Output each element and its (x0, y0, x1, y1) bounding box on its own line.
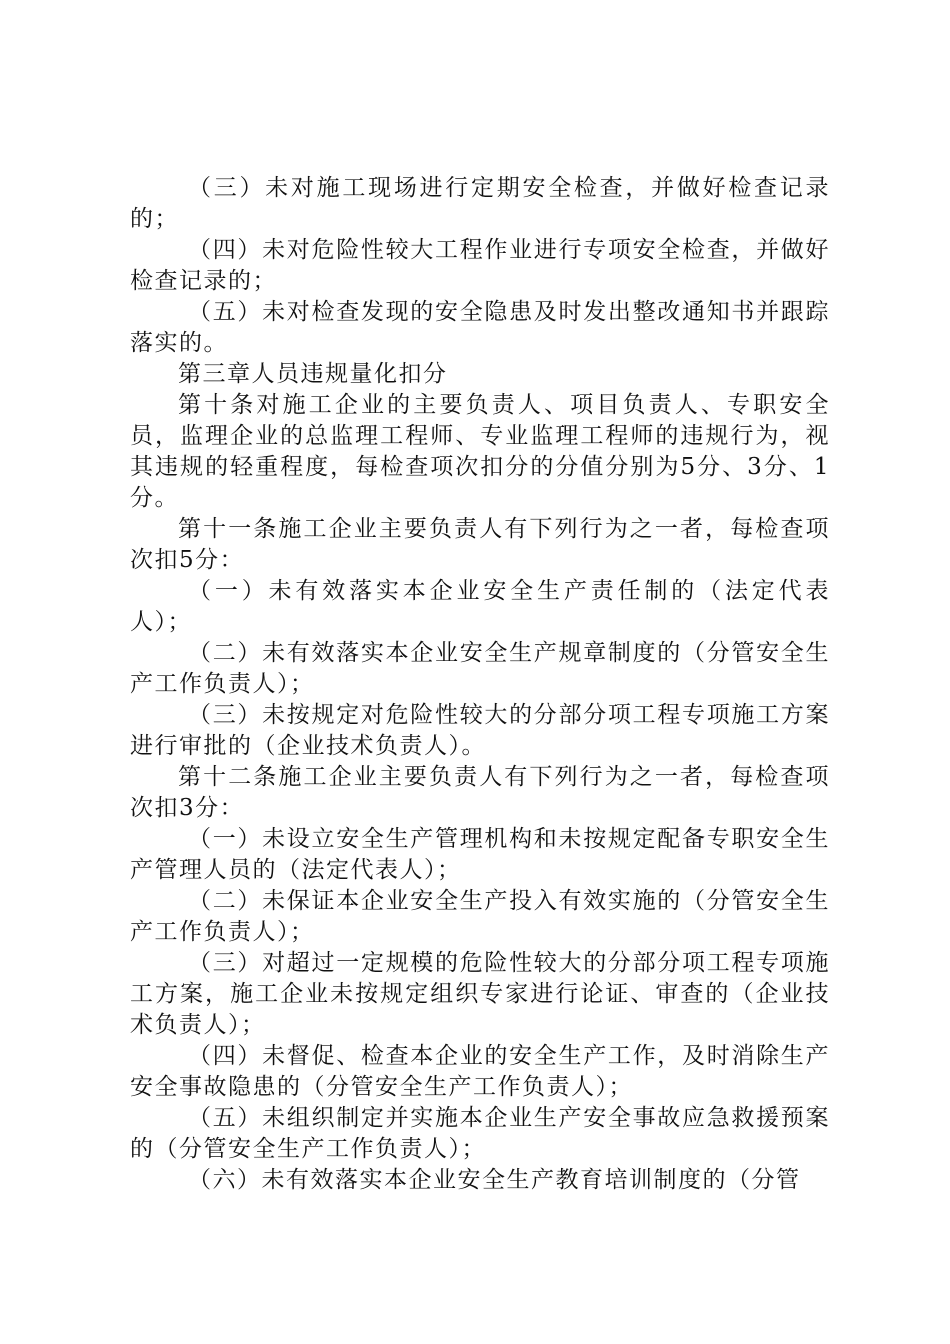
article-11: 第十一条施工企业主要负责人有下列行为之一者，每检查项次扣5分： (130, 516, 830, 573)
chapter-heading: 第三章人员违规量化扣分 (178, 361, 448, 387)
article-12-item-3: （三）对超过一定规模的危险性较大的分部分项工程专项施工方案，施工企业未按规定组织专家进行论证、审查的（企业技术负责人）； (130, 950, 830, 1038)
article-12-item-6: （六）未有效落实本企业安全生产教育培训制度的（分管 (188, 1167, 801, 1193)
article-11-item-1: （一）未有效落实本企业安全生产责任制的（法定代表人）； (130, 578, 830, 635)
article-11-item-3: （三）未按规定对危险性较大的分部分项工程专项施工方案进行审批的（企业技术负责人）。 (130, 702, 830, 759)
article-12-item-4: （四）未督促、检查本企业的安全生产工作，及时消除生产安全事故隐患的（分管安全生产工作负责人）； (130, 1043, 830, 1100)
article-12: 第十二条施工企业主要负责人有下列行为之一者，每检查项次扣3分： (130, 764, 830, 821)
article-12-item-1: （一）未设立安全生产管理机构和未按规定配备专职安全生产管理人员的（法定代表人）； (130, 826, 830, 883)
article-12-item-2: （二）未保证本企业安全生产投入有效实施的（分管安全生产工作负责人）； (130, 888, 830, 945)
paragraph-item-4: （四）未对危险性较大工程作业进行专项安全检查，并做好检查记录的； (130, 237, 830, 294)
paragraph-item-3: （三）未对施工现场进行定期安全检查，并做好检查记录的； (130, 175, 830, 232)
article-11-item-2: （二）未有效落实本企业安全生产规章制度的（分管安全生产工作负责人）； (130, 640, 830, 697)
article-10: 第十条对施工企业的主要负责人、项目负责人、专职安全员，监理企业的总监理工程师、专业监理工程师的违规行为，视其违规的轻重程度，每检查项次扣分的分值分别为5分、3分、1分。 (130, 392, 830, 511)
document-body (130, 173, 830, 1196)
article-12-item-5: （五）未组织制定并实施本企业生产安全事故应急救援预案的（分管安全生产工作负责人）； (130, 1105, 830, 1162)
paragraph-item-5: （五）未对检查发现的安全隐患及时发出整改通知书并跟踪落实的。 (130, 299, 830, 356)
